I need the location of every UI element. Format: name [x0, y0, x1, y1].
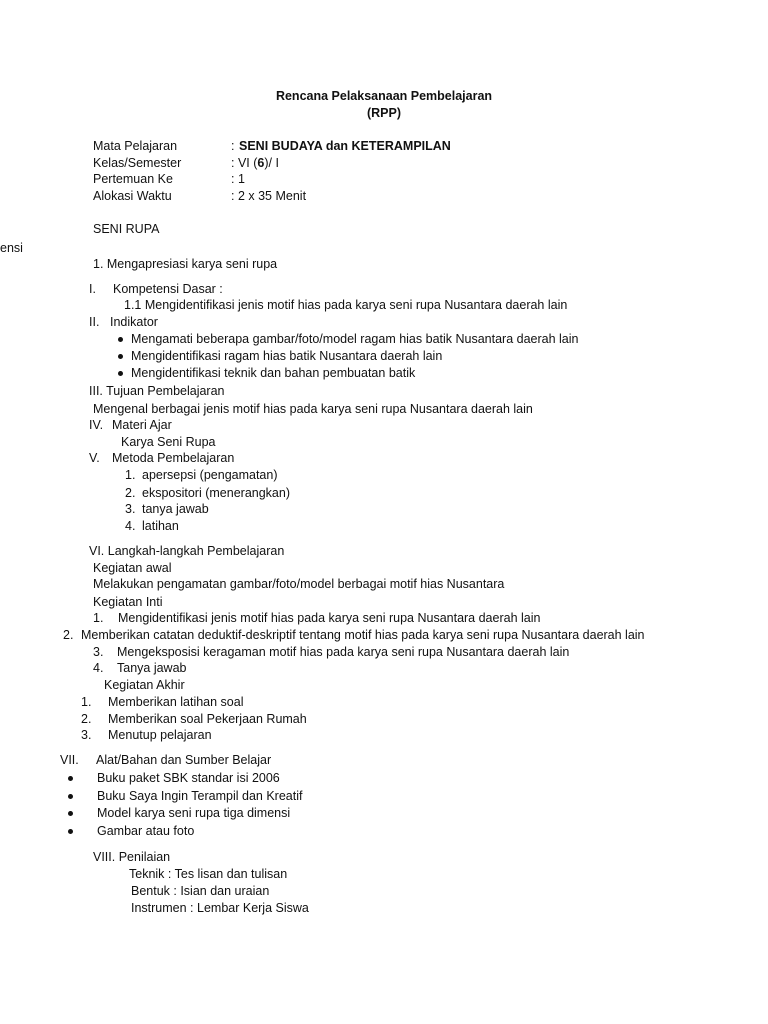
section-5-number: V. [89, 451, 100, 465]
document-title: Rencana Pelaksanaan Pembelajaran [275, 89, 493, 103]
section-4-item: Karya Seni Rupa [121, 435, 216, 449]
inti-num: 2. [63, 628, 74, 642]
section-3-item: Mengenal berbagai jenis motif hias pada karya seni rupa Nusantara daerah lain [93, 402, 533, 416]
kegiatan-awal-item: Melakukan pengamatan gambar/foto/model berbagai motif hias Nusantara [93, 577, 505, 591]
bullet-icon [118, 371, 123, 376]
penilaian-item: Instrumen : Lembar Kerja Siswa [131, 901, 309, 915]
section-1-number: I. [89, 282, 96, 296]
alokasi-value: : 2 x 35 Menit [231, 189, 307, 203]
metoda-num: 1. [125, 468, 136, 482]
inti-item: Tanya jawab [117, 661, 187, 675]
inti-item: Memberikan catatan deduktif-deskriptif tentang motif hias pada karya seni rupa Nusantara daerah lain [81, 628, 645, 642]
section-7-number: VII. [60, 753, 79, 767]
akhir-item: Memberikan latihan soal [108, 695, 244, 709]
mapel-value: SENI BUDAYA dan KETERAMPILAN [239, 139, 451, 153]
pertemuan-value: : 1 [231, 172, 245, 186]
mapel-label: Mata Pelajaran [93, 139, 178, 153]
kegiatan-akhir-title: Kegiatan Akhir [104, 678, 185, 692]
bullet-icon [118, 337, 123, 342]
section-7-title: Alat/Bahan dan Sumber Belajar [96, 753, 272, 767]
kelas-label: Kelas/Semester [93, 156, 182, 170]
document-subtitle: (RPP) [366, 106, 402, 120]
section-6-title: VI. Langkah-langkah Pembelajaran [89, 544, 285, 558]
bullet-icon [118, 354, 123, 359]
section-8-title: VIII. Penilaian [93, 850, 171, 864]
kegiatan-inti-title: Kegiatan Inti [93, 595, 163, 609]
kegiatan-awal-title: Kegiatan awal [93, 561, 172, 575]
alat-item: Gambar atau foto [97, 824, 195, 838]
mapel-colon: : [231, 139, 235, 153]
indikator-item: Mengidentifikasi teknik dan bahan pembuatan batik [131, 366, 416, 380]
akhir-num: 1. [81, 695, 92, 709]
metoda-item: ekspositori (menerangkan) [142, 486, 290, 500]
inti-item: Mengeksposisi keragaman motif hias pada karya seni rupa Nusantara daerah lain [117, 645, 570, 659]
inti-num: 4. [93, 661, 104, 675]
indikator-item: Mengidentifikasi ragam hias batik Nusantara daerah lain [131, 349, 443, 363]
indikator-item: Mengamati beberapa gambar/foto/model ragam hias batik Nusantara daerah lain [131, 332, 579, 346]
metoda-item: latihan [142, 519, 179, 533]
kelas-value: : VI (6)/ I [231, 156, 279, 170]
penilaian-item: Teknik : Tes lisan dan tulisan [129, 867, 288, 881]
alokasi-label: Alokasi Waktu [93, 189, 172, 203]
alat-item: Model karya seni rupa tiga dimensi [97, 806, 291, 820]
inti-num: 3. [93, 645, 104, 659]
bullet-icon [68, 811, 73, 816]
metoda-item: apersepsi (pengamatan) [142, 468, 278, 482]
bullet-icon [68, 776, 73, 781]
standar-kompetensi-item: 1. Mengapresiasi karya seni rupa [93, 257, 278, 271]
left-fragment-text: ensi [0, 241, 23, 255]
section-1-item: 1.1 Mengidentifikasi jenis motif hias pada karya seni rupa Nusantara daerah lain [124, 298, 568, 312]
inti-num: 1. [93, 611, 104, 625]
section-2-number: II. [89, 315, 100, 329]
metoda-num: 3. [125, 502, 136, 516]
seni-rupa-heading: SENI RUPA [93, 222, 160, 236]
akhir-item: Menutup pelajaran [108, 728, 212, 742]
alat-item: Buku paket SBK standar isi 2006 [97, 771, 280, 785]
metoda-num: 2. [125, 486, 136, 500]
penilaian-item: Bentuk : Isian dan uraian [131, 884, 270, 898]
alat-item: Buku Saya Ingin Terampil dan Kreatif [97, 789, 303, 803]
section-4-title: Materi Ajar [112, 418, 172, 432]
bullet-icon [68, 794, 73, 799]
pertemuan-label: Pertemuan Ke [93, 172, 173, 186]
inti-item: Mengidentifikasi jenis motif hias pada karya seni rupa Nusantara daerah lain [118, 611, 541, 625]
metoda-item: tanya jawab [142, 502, 209, 516]
akhir-item: Memberikan soal Pekerjaan Rumah [108, 712, 307, 726]
akhir-num: 2. [81, 712, 92, 726]
section-2-title: Indikator [110, 315, 158, 329]
section-1-title: Kompetensi Dasar : [113, 282, 223, 296]
metoda-num: 4. [125, 519, 136, 533]
section-5-title: Metoda Pembelajaran [112, 451, 235, 465]
akhir-num: 3. [81, 728, 92, 742]
section-4-number: IV. [89, 418, 104, 432]
section-3-title: III. Tujuan Pembelajaran [89, 384, 225, 398]
bullet-icon [68, 829, 73, 834]
